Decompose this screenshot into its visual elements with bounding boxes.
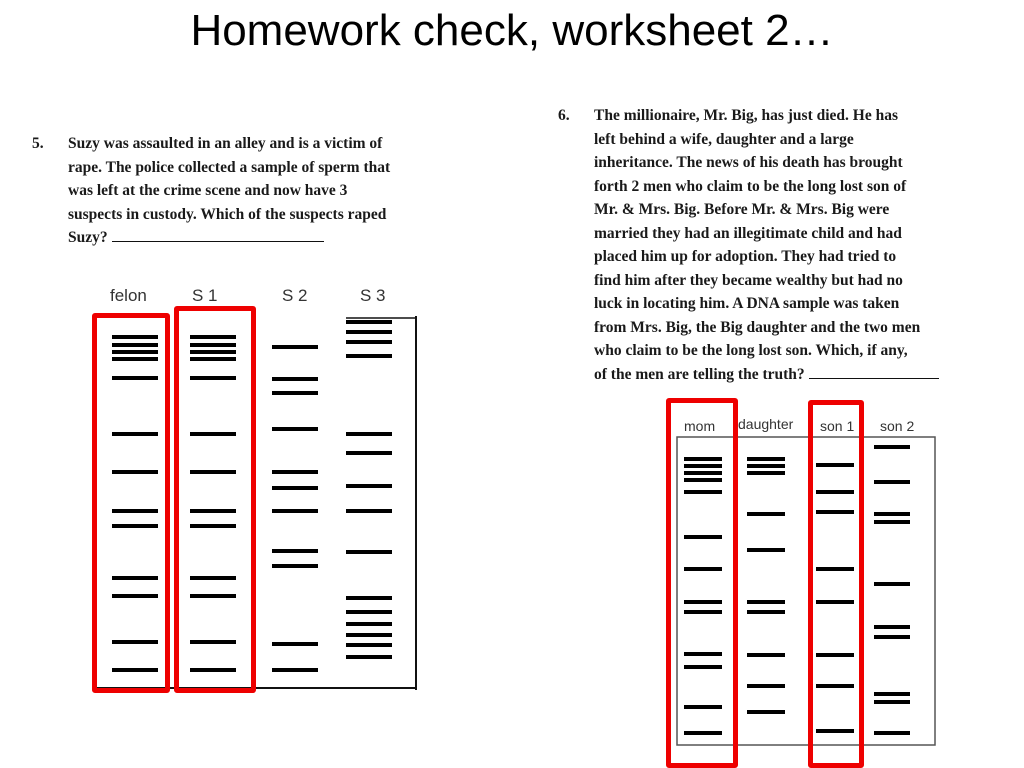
- gel2-band-son2: [874, 480, 910, 484]
- gel1-lane-label-s2: S 2: [282, 286, 308, 305]
- gel1-band-s3: [346, 610, 392, 614]
- gel1-lane-label-felon: felon: [110, 286, 147, 305]
- gel2-band-daughter: [747, 653, 785, 657]
- problem-6-line: The millionaire, Mr. Big, has just died. He has: [594, 107, 899, 124]
- gel1-band-s2: [272, 642, 318, 646]
- highlight-s1-lane: [174, 306, 256, 693]
- gel2-lane-label-son1: son 1: [820, 418, 855, 434]
- gel1-band-s2: [272, 345, 318, 349]
- problem-6-line: who claim to be the long lost son. Which, if any,: [594, 342, 908, 359]
- gel2-band-son2: [874, 692, 910, 696]
- problem-6-line: placed him up for adoption. They had tried to: [594, 248, 897, 265]
- highlight-son1-lane: [808, 400, 864, 768]
- gel1-lane-label-s1: S 1: [192, 286, 218, 305]
- gel1-band-s2: [272, 668, 318, 672]
- problem-5-number: 5.: [32, 135, 44, 152]
- gel2-band-son2: [874, 731, 910, 735]
- problem-6-line: from Mrs. Big, the Big daughter and the two men: [594, 318, 921, 336]
- answer-blank-6: [809, 363, 939, 379]
- problem-6-line: inheritance. The news of his death has brought: [594, 154, 903, 171]
- highlight-mom-lane: [666, 398, 738, 768]
- gel2-band-son2: [874, 625, 910, 629]
- gel1-band-s3: [346, 622, 392, 626]
- gel1-band-s2: [272, 427, 318, 431]
- gel1-band-s3: [346, 643, 392, 647]
- gel1-band-s2: [272, 509, 318, 513]
- gel2-band-daughter: [747, 610, 785, 614]
- gel1-band-s2: [272, 470, 318, 474]
- gel1-band-s3: [346, 596, 392, 600]
- gel2-band-son2: [874, 445, 910, 449]
- problem-5-text: [32, 132, 512, 250]
- gel1-band-s3: [346, 354, 392, 358]
- problem-5-line: Suzy?: [68, 229, 108, 246]
- gel1-band-s3: [346, 484, 392, 488]
- problem-5-line: Suzy was assaulted in an alley and is a victim of: [68, 135, 383, 152]
- highlight-felon-lane: [92, 313, 170, 693]
- problem-6-line: forth 2 men who claim to be the long lost son of: [594, 177, 907, 195]
- answer-blank-5: [112, 226, 324, 242]
- problem-6-line: left behind a wife, daughter and a large: [594, 130, 854, 148]
- problem-6-line: married they had an illegitimate child and had: [594, 224, 902, 242]
- gel2-band-son2: [874, 635, 910, 639]
- problem-5-line: suspects in custody. Which of the suspects raped: [68, 205, 387, 223]
- gel2-lane-label-son2: son 2: [880, 418, 915, 434]
- problem-6-line: of the men are telling the truth?: [594, 365, 805, 383]
- gel2-band-daughter: [747, 684, 785, 688]
- gel1-band-s3: [346, 655, 392, 659]
- gel1-band-s3: [346, 340, 392, 344]
- gel2-band-son2: [874, 512, 910, 516]
- gel1-band-s2: [272, 564, 318, 568]
- gel2-band-daughter: [747, 457, 785, 461]
- problem-6-text: [558, 104, 1018, 386]
- gel1-band-s3: [346, 509, 392, 513]
- gel1-band-s3: [346, 432, 392, 436]
- gel1-band-s2: [272, 549, 318, 553]
- gel2-lane-label-daughter: daughter: [738, 416, 794, 432]
- problem-5-line: was left at the crime scene and now have 3: [68, 182, 348, 199]
- gel2-band-son2: [874, 582, 910, 586]
- gel1-band-s2: [272, 391, 318, 395]
- gel1-band-s2: [272, 377, 318, 381]
- slide-title: Homework check, worksheet 2…: [190, 6, 834, 55]
- problem-5-line: rape. The police collected a sample of sperm that: [68, 158, 391, 176]
- problem-6-line: luck in locating him. A DNA sample was taken: [594, 295, 900, 312]
- gel1-band-s3: [346, 320, 392, 324]
- gel1-band-s2: [272, 486, 318, 490]
- problem-6-line: Mr. & Mrs. Big. Before Mr. & Mrs. Big were: [594, 201, 890, 218]
- gel1-band-s3: [346, 633, 392, 637]
- gel2-band-son2: [874, 520, 910, 524]
- gel2-band-daughter: [747, 464, 785, 468]
- gel1-lane-label-s3: S 3: [360, 286, 386, 305]
- gel2-band-daughter: [747, 548, 785, 552]
- gel1-band-s3: [346, 550, 392, 554]
- gel1-band-s3: [346, 451, 392, 455]
- gel2-band-daughter: [747, 471, 785, 475]
- gel1-band-s3: [346, 330, 392, 334]
- gel2-band-daughter: [747, 512, 785, 516]
- problem-6-number: 6.: [558, 107, 570, 124]
- gel2-lane-label-mom: mom: [684, 418, 716, 434]
- problem-6-line: find him after they became wealthy but had no: [594, 271, 903, 289]
- gel2-band-daughter: [747, 600, 785, 604]
- gel2-band-daughter: [747, 710, 785, 714]
- gel2-band-son2: [874, 700, 910, 704]
